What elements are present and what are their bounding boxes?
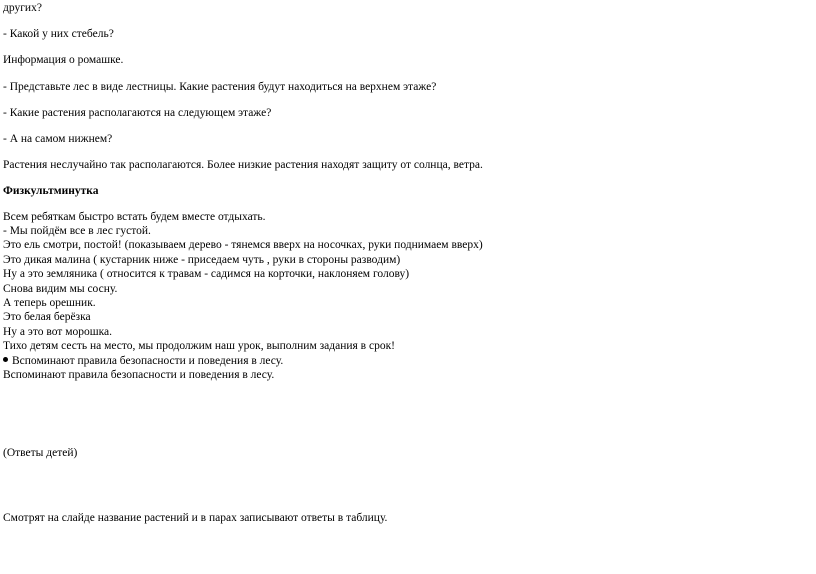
text-line: Вспоминают правила безопасности и поведения в лесу.: [3, 369, 275, 381]
final-instruction: Смотрят на слайде название растений и в парах записывают ответы в таблицу.: [3, 512, 388, 524]
poem-line: Это ель смотри, постой! (показываем дерево - тянемся вверх на носочках, руки поднимаем вверх): [3, 239, 483, 251]
poem-line: А теперь орешник.: [3, 297, 96, 309]
poem-line: - Мы пойдём все в лес густой.: [3, 225, 151, 237]
poem-line: Это дикая малина ( кустарник ниже - приседаем чуть , руки в стороны разводим): [3, 254, 401, 266]
answers-note: (Ответы детей): [3, 447, 78, 459]
poem-line: Ну а это земляника ( относится к травам - садимся на корточки, наклоняем голову): [3, 268, 410, 280]
poem-line: Всем ребяткам быстро встать будем вместе отдыхать.: [3, 211, 266, 223]
question-lowest: - А на самом нижнем?: [3, 133, 113, 145]
poem-line: Это белая берёзка: [3, 311, 91, 323]
question-stem: - Какой у них стебель?: [3, 28, 114, 40]
text-line: Информация о ромашке.: [3, 54, 124, 66]
question-next-floor: - Какие растения располагаются на следующем этаже?: [3, 107, 272, 119]
bullet-text: Вспоминают правила безопасности и поведения в лесу.: [12, 355, 284, 367]
poem-line: Ну а это вот морошка.: [3, 326, 112, 338]
section-heading: Физкультминутка: [3, 185, 99, 197]
poem-line: Тихо детям сесть на место, мы продолжим наш урок, выполним задания в срок!: [3, 340, 395, 352]
text-line: других?: [3, 2, 42, 14]
bullet-item: [3, 354, 283, 368]
text-line: Растения неслучайно так располагаются. Более низкие растения находят защиту от солнца, ветра.: [3, 159, 483, 171]
poem-line: Снова видим мы сосну.: [3, 283, 118, 295]
bullet-icon: [3, 357, 8, 362]
question-forest-ladder: - Представьте лес в виде лестницы. Какие растения будут находиться на верхнем этаже?: [3, 81, 437, 93]
